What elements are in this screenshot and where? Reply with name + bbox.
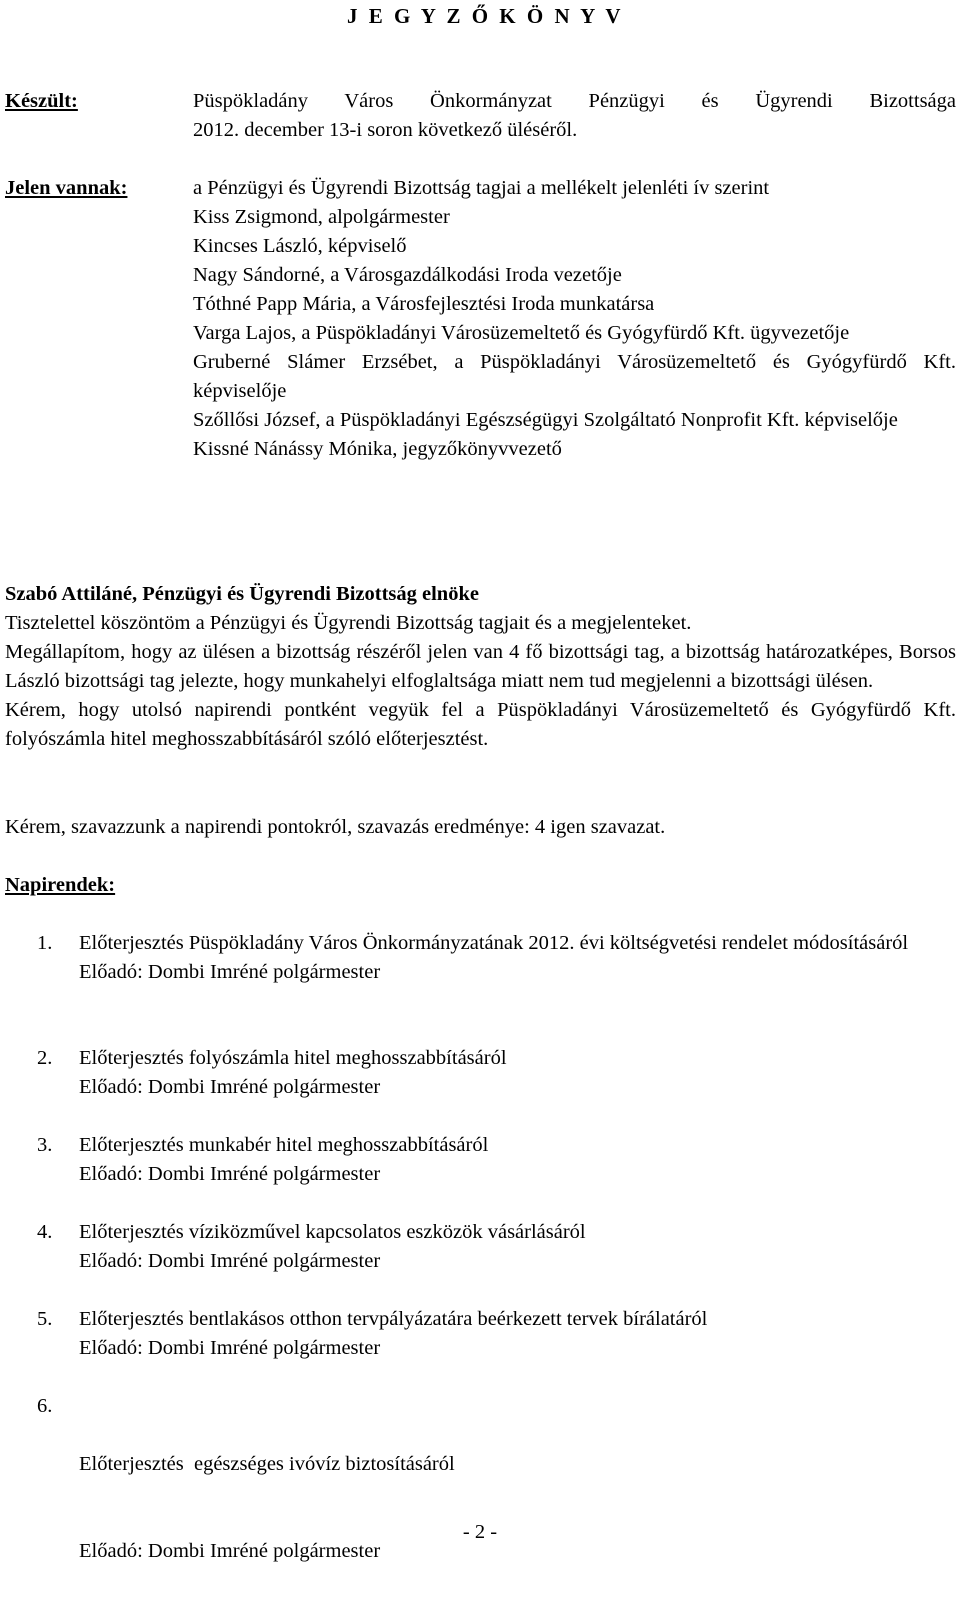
jelen-label: Jelen vannak: xyxy=(5,177,128,199)
speaker-name: Szabó Attiláné, Pénzügyi és Ügyrendi Bizottság elnöke xyxy=(5,583,479,605)
chair-speech xyxy=(5,580,956,754)
attendee-list xyxy=(193,174,956,464)
agenda-item-4 xyxy=(37,1218,956,1276)
keszult-line-1: Püspökladány Város Önkormányzat Pénzügyi és Ügyrendi Bizottsága xyxy=(193,90,956,112)
agenda-label: Napirendek: xyxy=(5,874,116,896)
keszult-text xyxy=(193,87,956,145)
agenda-presenter: Előadó: Dombi Imréné polgármester xyxy=(79,1540,381,1562)
keszult-line-2: 2012. december 13-i soron következő üléséről. xyxy=(193,119,578,141)
agenda-presenter: Előadó: Dombi Imréné polgármester xyxy=(79,1337,381,1359)
agenda-number: 4. xyxy=(37,1221,53,1243)
attendee-item: Kincses László, képviselő xyxy=(193,235,407,257)
speech-paragraph: Tisztelettel köszöntöm a Pénzügyi és Ügyrendi Bizottság tagjait és a megjelenteket. xyxy=(5,612,692,634)
agenda-text: Előterjesztés egészséges ivóvíz biztosításáról xyxy=(79,1453,455,1475)
agenda-number: 5. xyxy=(37,1308,53,1330)
attendee-item: Kissné Nánássy Mónika, jegyzőkönyvvezető xyxy=(193,438,562,460)
page-number: - 2 - xyxy=(462,1521,498,1543)
attendee-item: Tóthné Papp Mária, a Városfejlesztési Iroda munkatársa xyxy=(193,293,655,315)
attendee-item: Gruberné Slámer Erzsébet, a Püspökladányi Városüzemeltető és Gyógyfürdő Kft. képviselője xyxy=(193,351,956,402)
attendee-item: Kiss Zsigmond, alpolgármester xyxy=(193,206,450,228)
agenda-text: Előterjesztés folyószámla hitel meghosszabbításáról xyxy=(79,1047,507,1069)
agenda-presenter: Előadó: Dombi Imréné polgármester xyxy=(79,1250,381,1272)
agenda-text: Előterjesztés víziközművel kapcsolatos eszközök vásárlásáról xyxy=(79,1221,586,1243)
speech-paragraph: Kérem, hogy utolsó napirendi pontként vegyük fel a Püspökladányi Városüzemeltető és Gyógyfürdő Kft. folyószámla hitel meghosszabbításáról szóló előterjesztést. xyxy=(5,699,956,750)
agenda-number: 1. xyxy=(37,932,53,954)
agenda-item-1 xyxy=(37,929,956,987)
agenda-item-6 xyxy=(37,1392,956,1624)
agenda-text: Előterjesztés munkabér hitel meghosszabbításáról xyxy=(79,1134,489,1156)
vote-paragraph: Kérem, szavazzunk a napirendi pontokról, szavazás eredménye: 4 igen szavazat. xyxy=(5,816,666,838)
agenda-text: Előterjesztés bentlakásos otthon tervpályázatára beérkezett tervek bírálatáról xyxy=(79,1308,708,1330)
agenda-presenter: Előadó: Dombi Imréné polgármester xyxy=(79,961,381,983)
agenda-presenter: Előadó: Dombi Imréné polgármester xyxy=(79,1163,381,1185)
attendee-item: Varga Lajos, a Püspökladányi Városüzemeltető és Gyógyfürdő Kft. ügyvezetője xyxy=(193,322,850,344)
agenda-item-2 xyxy=(37,1044,956,1102)
attendee-item: a Pénzügyi és Ügyrendi Bizottság tagjai a mellékelt jelenléti ív szerint xyxy=(193,177,770,199)
agenda-number: 6. xyxy=(37,1395,53,1417)
speech-paragraph: Megállapítom, hogy az ülésen a bizottság részéről jelen van 4 fő bizottsági tag, a bizottság határozatképes, Borsos László bizottsági tag jelezte, hogy munkahelyi elfoglaltsága miatt nem tud megjelenni a bizottsági ülésen. xyxy=(5,641,956,692)
attendee-item: Nagy Sándorné, a Városgazdálkodási Iroda vezetője xyxy=(193,264,622,286)
agenda-number: 3. xyxy=(37,1134,53,1156)
agenda-text: Előterjesztés Püspökladány Város Önkormányzatának 2012. évi költségvetési rendelet módosításáról xyxy=(79,932,909,954)
attendee-item: Szőllősi József, a Püspökladányi Egészségügyi Szolgáltató Nonprofit Kft. képviselője xyxy=(193,409,898,431)
document-title: J E G Y Z Ő K Ö N Y V xyxy=(347,4,624,28)
agenda-number: 2. xyxy=(37,1047,53,1069)
vote-text xyxy=(5,813,956,842)
keszult-label: Készült: xyxy=(5,90,78,112)
agenda-item-3 xyxy=(37,1131,956,1189)
agenda-item-5 xyxy=(37,1305,956,1363)
agenda-presenter: Előadó: Dombi Imréné polgármester xyxy=(79,1076,381,1098)
